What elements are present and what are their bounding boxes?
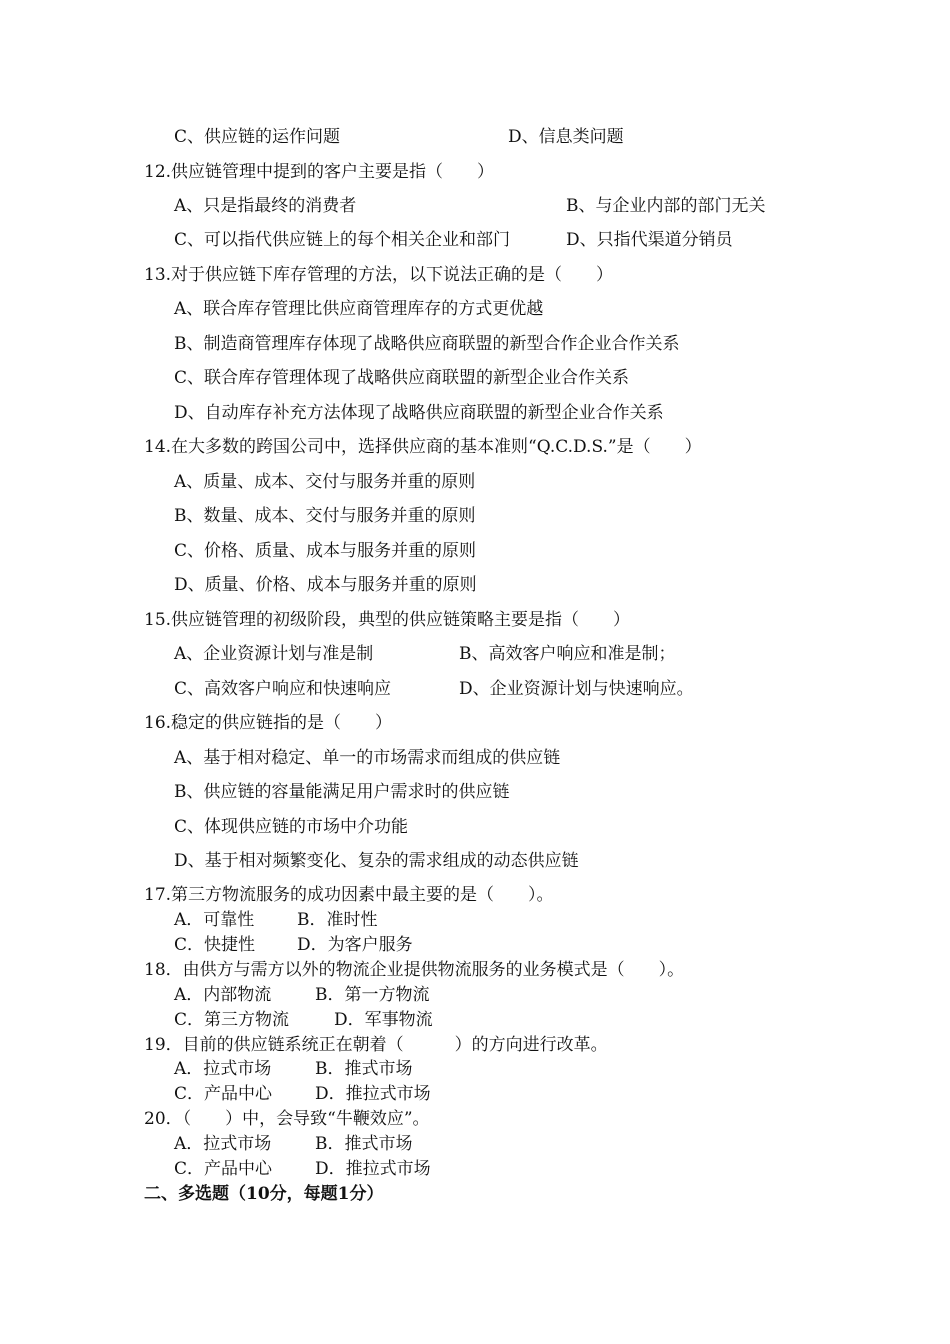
section-heading: 二、多选题（10分，每题1分）	[144, 1184, 384, 1204]
q18-option-b: B．第一方物流	[315, 985, 430, 1005]
q19-option-c: C．产品中心	[174, 1084, 273, 1104]
q18-stem: 18．由供方与需方以外的物流企业提供物流服务的业务模式是（ ）。	[144, 960, 685, 980]
q16-option-d: D、基于相对频繁变化、复杂的需求组成的动态供应链	[174, 851, 579, 871]
q13-option-a: A、联合库存管理比供应商管理库存的方式更优越	[174, 299, 544, 319]
q20-option-c: C．产品中心	[174, 1159, 273, 1179]
q14-stem: 14.在大多数的跨国公司中，选择供应商的基本准则“Q.C.D.S.”是（ ）	[144, 437, 702, 457]
q11-option-c: C、供应链的运作问题	[174, 127, 341, 147]
q16-option-a: A、基于相对稳定、单一的市场需求而组成的供应链	[174, 748, 561, 768]
q13-stem: 13.对于供应链下库存管理的方法，以下说法正确的是（ ）	[144, 265, 614, 285]
q13-option-d: D、自动库存补充方法体现了战略供应商联盟的新型企业合作关系	[174, 403, 664, 423]
q19-option-b: B．推式市场	[315, 1059, 413, 1079]
q19-stem: 19．目前的供应链系统正在朝着（ ）的方向进行改革。	[144, 1035, 608, 1055]
q14-option-c: C、价格、质量、成本与服务并重的原则	[174, 541, 477, 561]
q16-stem: 16.稳定的供应链指的是（ ）	[144, 713, 393, 733]
q12-option-a: A、只是指最终的消费者	[174, 196, 357, 216]
q17-option-c: C．快捷性	[174, 935, 256, 955]
q19-option-a: A．拉式市场	[174, 1059, 272, 1079]
q15-option-d: D、企业资源计划与快速响应。	[459, 679, 694, 699]
q20-option-d: D．推拉式市场	[315, 1159, 431, 1179]
q14-option-d: D、质量、价格、成本与服务并重的原则	[174, 575, 477, 595]
q13-option-b: B、制造商管理库存体现了战略供应商联盟的新型合作企业合作关系	[174, 334, 680, 354]
q12-option-b: B、与企业内部的部门无关	[566, 196, 766, 216]
q19-option-d: D．推拉式市场	[315, 1084, 431, 1104]
q12-option-d: D、只指代渠道分销员	[566, 230, 733, 250]
q15-option-c: C、高效客户响应和快速响应	[174, 679, 392, 699]
q14-option-a: A、质量、成本、交付与服务并重的原则	[174, 472, 476, 492]
q20-option-a: A．拉式市场	[174, 1134, 272, 1154]
q15-stem: 15.供应链管理的初级阶段，典型的供应链策略主要是指（ ）	[144, 610, 631, 630]
q20-stem: 20．（ ）中，会导致“牛鞭效应”。	[144, 1109, 430, 1129]
q14-option-b: B、数量、成本、交付与服务并重的原则	[174, 506, 476, 526]
q12-option-c: C、可以指代供应链上的每个相关企业和部门	[174, 230, 511, 250]
q17-option-b: B．准时性	[297, 910, 378, 930]
q17-stem: 17.第三方物流服务的成功因素中最主要的是（ ）。	[144, 885, 554, 905]
q15-option-b: B、高效客户响应和准是制；	[459, 644, 676, 664]
q12-stem: 12.供应链管理中提到的客户主要是指（ ）	[144, 162, 495, 182]
q13-option-c: C、联合库存管理体现了战略供应商联盟的新型企业合作关系	[174, 368, 630, 388]
q16-option-b: B、供应链的容量能满足用户需求时的供应链	[174, 782, 510, 802]
q17-option-d: D．为客户服务	[297, 935, 413, 955]
q16-option-c: C、体现供应链的市场中介功能	[174, 817, 409, 837]
q18-option-a: A．内部物流	[174, 985, 272, 1005]
q20-option-b: B．推式市场	[315, 1134, 413, 1154]
q18-option-c: C．第三方物流	[174, 1010, 290, 1030]
q17-option-a: A．可靠性	[174, 910, 255, 930]
q18-option-d: D．军事物流	[334, 1010, 433, 1030]
q11-option-d: D、信息类问题	[508, 127, 624, 147]
q15-option-a: A、企业资源计划与准是制	[174, 644, 374, 664]
